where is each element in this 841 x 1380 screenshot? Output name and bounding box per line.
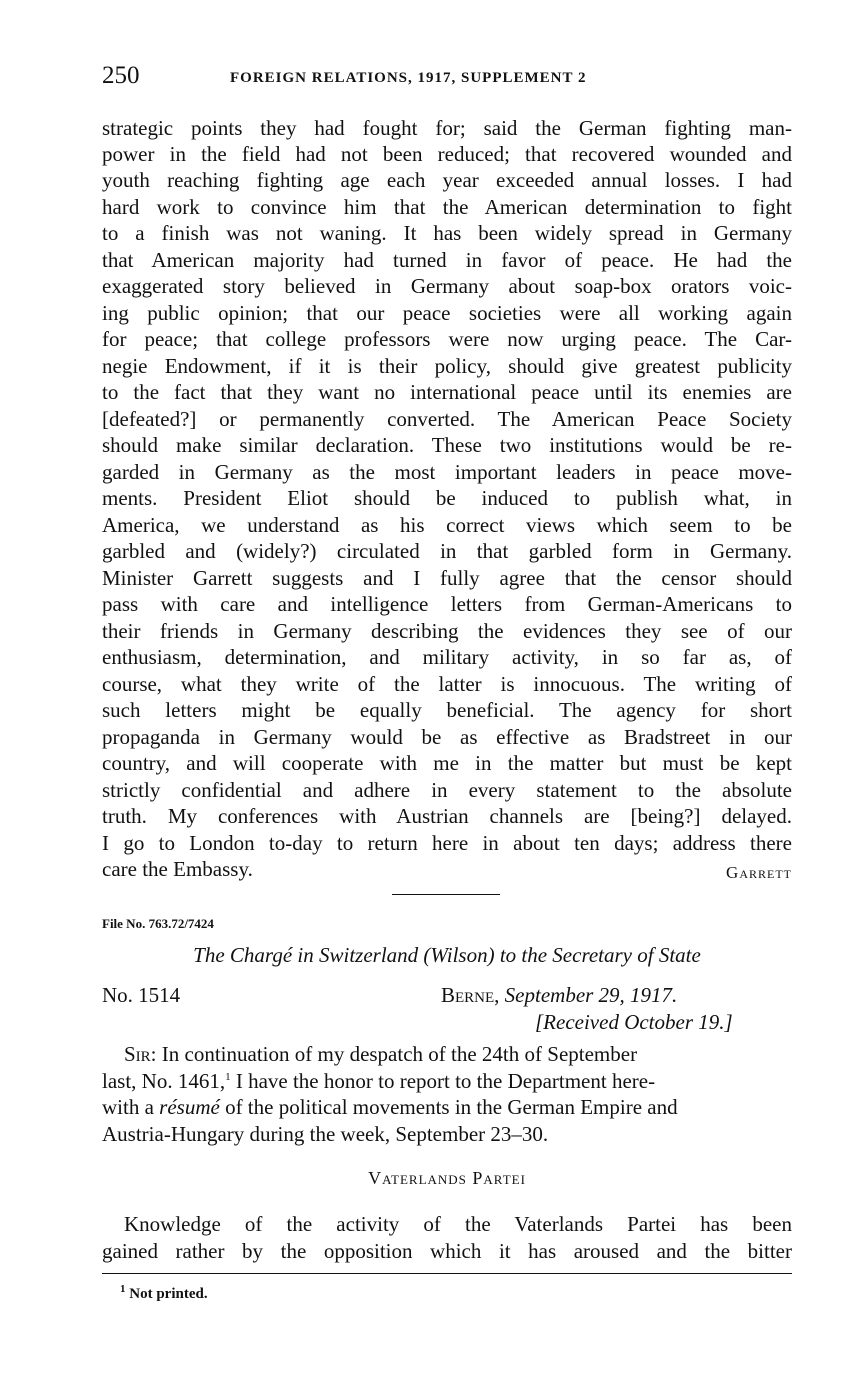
file-number: File No. 763.72/7424 — [102, 916, 214, 931]
footnote — [120, 1283, 208, 1303]
dateline-date: September 29, 1917. — [504, 983, 678, 1007]
section-heading: Vaterlands Partei — [368, 1168, 526, 1188]
body-line: propaganda in Germany would be as effective as Bradstreet in our — [102, 725, 792, 749]
letter-line — [102, 1068, 792, 1094]
body-line: [defeated?] or permanently converted. The American Peace Society — [102, 407, 792, 431]
section-line: gained rather by the opposition which it has aroused and the bitter — [102, 1239, 792, 1263]
body-line: strategic points they had fought for; said the German fighting man- — [102, 116, 792, 140]
despatch-number: No. 1514 — [102, 983, 181, 1007]
letter-line — [102, 1094, 792, 1120]
letter-line-text: of the political movements in the German Empire and — [225, 1095, 678, 1119]
last-line-text: care the Embassy. — [102, 857, 253, 881]
body-line: their friends in Germany describing the evidences they see of our — [102, 619, 792, 643]
body-line: hard work to convince him that the American determination to fight — [102, 195, 792, 219]
resume-word: résumé — [159, 1095, 220, 1119]
footnote-text: Not printed. — [129, 1286, 208, 1302]
body-line: strictly confidential and adhere in every statement to the absolute — [102, 778, 792, 802]
body-line: youth reaching fighting age each year exceeded annual losses. I had — [102, 168, 792, 192]
running-head: FOREIGN RELATIONS, 1917, SUPPLEMENT 2 — [230, 70, 587, 86]
body-line: to a finish was not waning. It has been widely spread in Germany — [102, 221, 792, 245]
page-header — [102, 62, 792, 96]
body-line: garbled and (widely?) circulated in that garbled form in Germany. — [102, 539, 792, 563]
body-line: ments. President Eliot should be induced to publish what, in — [102, 486, 792, 510]
body-line: Minister Garrett suggests and I fully agree that the censor should — [102, 566, 792, 590]
body-line: enthusiasm, determination, and military activity, in so far as, of — [102, 645, 792, 669]
letter-line-text: I have the honor to report to the Department here- — [235, 1069, 656, 1093]
section-divider — [392, 894, 500, 895]
document-title: The Chargé in Switzerland (Wilson) to the Secretary of State — [193, 943, 701, 967]
body-line: negie Endowment, if it is their policy, should give greatest publicity — [102, 354, 792, 378]
body-line: country, and will cooperate with me in the matter but must be kept — [102, 751, 792, 775]
dateline-place: Berne, — [441, 983, 500, 1007]
body-line: for peace; that college professors were now urging peace. The Car- — [102, 327, 792, 351]
letter-line: Austria-Hungary during the week, September 23–30. — [102, 1122, 549, 1146]
signature: Garrett — [726, 863, 792, 882]
letter-line-text: last, No. 1461, — [102, 1069, 226, 1093]
body-line: exaggerated story believed in Germany about soap-box orators voic- — [102, 274, 792, 298]
section-line: Knowledge of the activity of the Vaterlands Partei has been — [124, 1212, 792, 1236]
body-line: America, we understand as his correct views which seem to be — [102, 513, 792, 537]
body-line: pass with care and intelligence letters from German-Americans to — [102, 592, 792, 616]
letter-line-text: In continuation of my despatch of the 24th of September — [161, 1042, 638, 1066]
page-number: 250 — [102, 62, 140, 89]
body-line: truth. My conferences with Austrian channels are [being?] delayed. — [102, 804, 792, 828]
body-line: I go to London to-day to return here in about ten days; address there — [102, 831, 792, 855]
body-line: course, what they write of the latter is innocuous. The writing of — [102, 672, 792, 696]
footnote-marker: 1 — [120, 1283, 126, 1295]
footnote-rule — [102, 1273, 792, 1274]
body-line: such letters might be equally beneficial. The agency for short — [102, 698, 792, 722]
body-line: that American majority had turned in favor of peace. He had the — [102, 248, 792, 272]
received-date: [Received October 19.] — [535, 1010, 733, 1034]
body-line: to the fact that they want no international peace until its enemies are — [102, 380, 792, 404]
body-line: power in the field had not been reduced; that recovered wounded and — [102, 142, 792, 166]
body-line: ing public opinion; that our peace societies were all working again — [102, 301, 792, 325]
letter-line — [102, 1041, 792, 1067]
closing-line — [102, 856, 792, 882]
salutation: Sir: — [124, 1042, 157, 1066]
letter-line-text: with a — [102, 1095, 154, 1119]
body-line: should make similar declaration. These two institutions would be re- — [102, 433, 792, 457]
dateline — [441, 983, 677, 1008]
body-line: garded in Germany as the most important leaders in peace move- — [102, 460, 792, 484]
footnote-reference: 1 — [225, 1071, 231, 1083]
